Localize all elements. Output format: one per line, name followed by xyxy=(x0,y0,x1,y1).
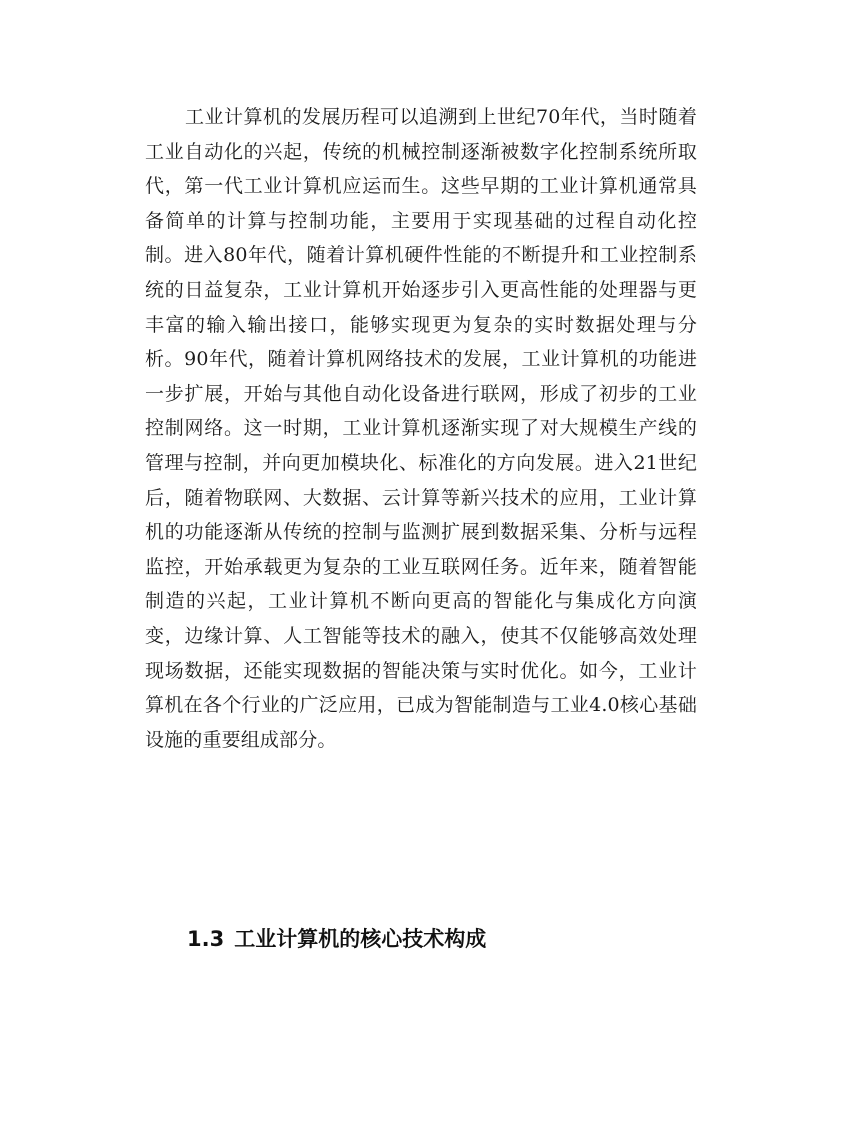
section-title: 工业计算机的核心技术构成 xyxy=(234,927,487,951)
body-paragraph: 工业计算机的发展历程可以追溯到上世纪70年代，当时随着工业自动化的兴起，传统的机械控制逐渐被数字化控制系统所取代，第一代工业计算机应运而生。这些早期的工业计算机通常具备简单的计算与控制功能，主要用于实现基础的过程自动化控制。进入80年代，随着计算机硬件性能的不断提升和工业控制系统的日益复杂，工业计算机开始逐步引入更高性能的处理器与更丰富的输入输出接口，能够实现更为复杂的实时数据处理与分析。90年代，随着计算机网络技术的发展，工业计算机的功能进一步扩展，开始与其他自动化设备进行联网，形成了初步的工业控制网络。这一时期，工业计算机逐渐实现了对大规模生产线的管理与控制，并向更加模块化、标准化的方向发展。进入21世纪后，随着物联网、大数据、云计算等新兴技术的应用，工业计算机的功能逐渐从传统的控制与监测扩展到数据采集、分析与远程监控，开始承载更为复杂的工业互联网任务。近年来，随着智能制造的兴起，工业计算机不断向更高的智能化与集成化方向演变，边缘计算、人工智能等技术的融入，使其不仅能够高效处理现场数据，还能实现数据的智能决策与实时优化。如今，工业计算机在各个行业的广泛应用，已成为智能制造与工业4.0核心基础设施的重要组成部分。 xyxy=(145,106,697,751)
section-number: 1.3 xyxy=(187,927,225,951)
section-heading xyxy=(187,924,486,954)
